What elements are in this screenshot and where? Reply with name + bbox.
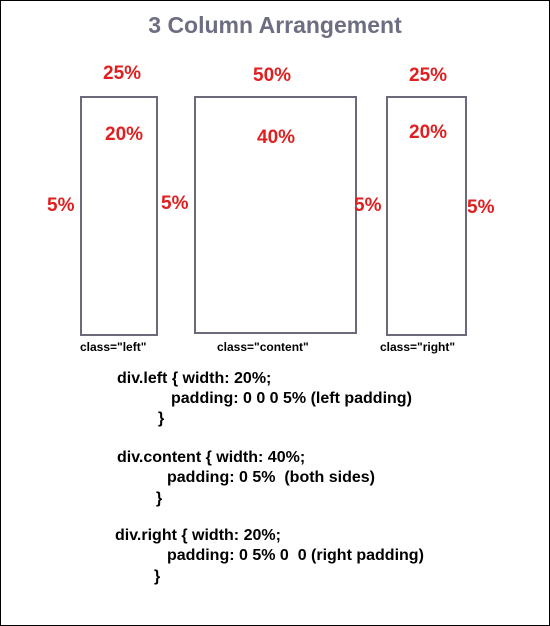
left-total-width-label: 25% <box>103 63 142 84</box>
right-class-label: class="right" <box>380 340 456 354</box>
code-right-line1: div.right { width: 20%; <box>115 527 281 544</box>
code-right-line2: padding: 0 5% 0 0 (right padding) <box>167 547 424 564</box>
left-padding-left-label: 5% <box>47 195 75 216</box>
right-content-width-label: 20% <box>409 122 448 143</box>
code-left-line3: } <box>158 410 165 427</box>
right-total-width-label: 25% <box>409 65 448 86</box>
content-total-width-label: 50% <box>253 65 292 86</box>
code-content-line1: div.content { width: 40%; <box>117 449 306 466</box>
code-right-line3: } <box>154 568 161 585</box>
diagram-title: 3 Column Arrangement <box>148 12 402 38</box>
content-class-label: class="content" <box>217 340 309 354</box>
content-padding-right-label: 5% <box>354 195 382 216</box>
content-content-width-label: 40% <box>257 127 296 148</box>
left-class-label: class="left" <box>80 340 147 354</box>
left-content-width-label: 20% <box>105 124 144 145</box>
code-left-line1: div.left { width: 20%; <box>117 370 272 387</box>
right-padding-right-label: 5% <box>467 197 495 218</box>
code-left-line2: padding: 0 0 0 5% (left padding) <box>171 390 412 407</box>
code-content-line2: padding: 0 5% (both sides) <box>167 469 376 486</box>
code-content-line3: } <box>156 490 163 507</box>
left-padding-right-label: 5% <box>161 193 189 214</box>
